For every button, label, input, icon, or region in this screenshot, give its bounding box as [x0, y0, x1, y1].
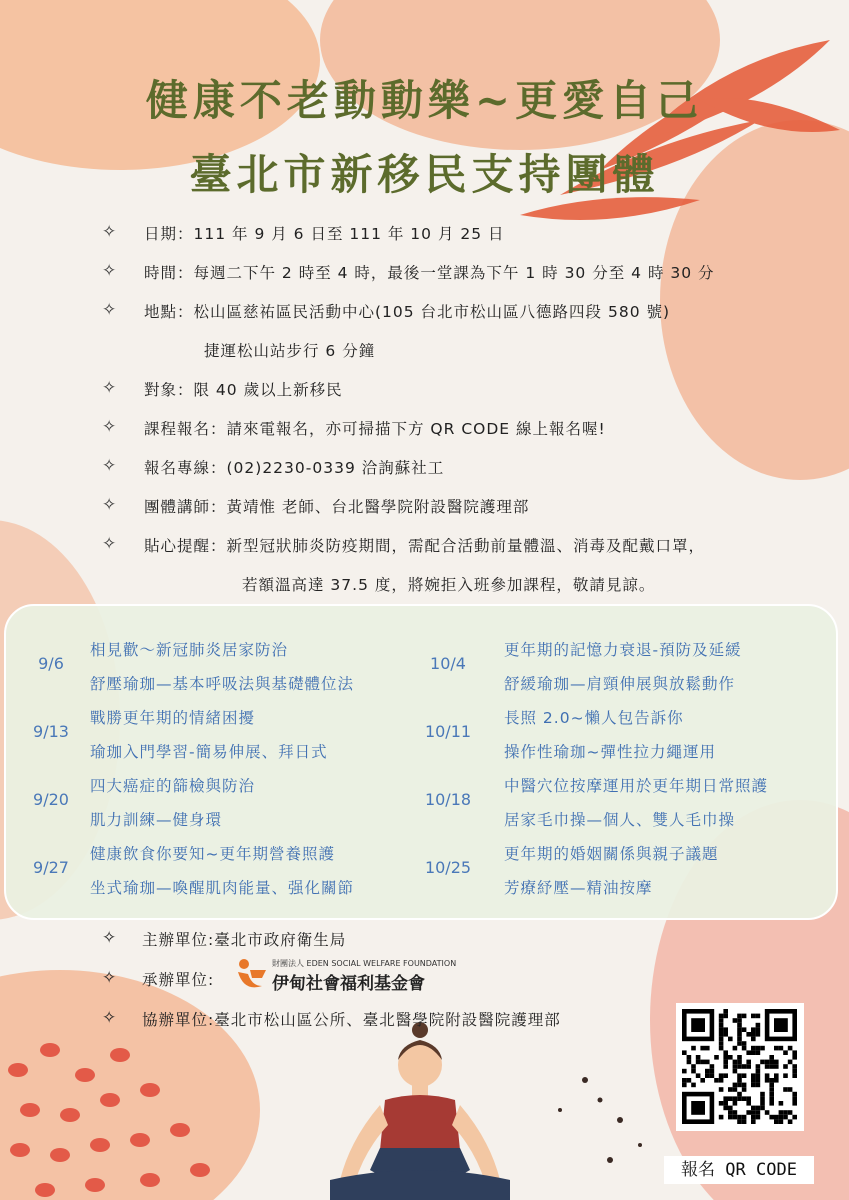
qr-module	[691, 1083, 696, 1088]
qr-module	[760, 1096, 765, 1101]
qr-module	[733, 1115, 738, 1120]
qr-module	[719, 1087, 724, 1092]
qr-module	[682, 1069, 687, 1074]
qr-module	[783, 1064, 788, 1069]
qr-module	[779, 1115, 784, 1120]
qr-code-label: 報名 QR CODE	[664, 1156, 814, 1184]
qr-module	[728, 1106, 733, 1111]
page-title: 健康不老動動樂~更愛自己	[145, 76, 704, 125]
schedule-activity: 居家毛巾操—個人、雙人毛巾操	[504, 811, 736, 829]
sparkle-icon: ✧	[102, 222, 118, 242]
qr-module	[756, 1014, 761, 1019]
qr-module	[719, 1041, 724, 1046]
schedule-activity: 芳療紓壓—精油按摩	[504, 879, 653, 897]
qr-module	[760, 1106, 765, 1111]
info-time-text: 時間：每週二下午 2 時至 4 時，最後一堂課為下午 1 時 30 分至 4 時 30 分	[144, 264, 715, 282]
qr-module	[774, 1060, 779, 1065]
qr-module	[723, 1073, 728, 1078]
qr-module	[705, 1046, 710, 1051]
qr-module	[756, 1064, 761, 1069]
qr-module	[746, 1064, 751, 1069]
qr-module	[774, 1115, 779, 1120]
qr-module	[737, 1014, 742, 1019]
schedule-topic: 更年期的記憶力衰退-預防及延緩	[504, 641, 742, 659]
qr-module	[751, 1119, 756, 1124]
qr-module	[792, 1050, 797, 1055]
qr-module	[746, 1110, 751, 1115]
qr-module	[737, 1096, 742, 1101]
qr-module	[696, 1073, 701, 1078]
qr-module	[742, 1119, 747, 1124]
qr-module	[769, 1083, 774, 1088]
qr-module	[705, 1060, 710, 1065]
qr-module	[788, 1119, 793, 1124]
qr-module	[792, 1115, 797, 1120]
qr-module	[737, 1092, 742, 1097]
qr-module	[723, 1032, 728, 1037]
qr-module	[751, 1073, 756, 1078]
qr-module	[691, 1069, 696, 1074]
qr-module	[742, 1087, 747, 1092]
host-text: 主辦單位:臺北市政府衛生局	[142, 931, 347, 949]
qr-module	[756, 1050, 761, 1055]
qr-module	[728, 1037, 733, 1042]
qr-module	[696, 1055, 701, 1060]
schedule-date: 10/18	[424, 790, 472, 809]
qr-module	[733, 1046, 738, 1051]
qr-module	[737, 1055, 742, 1060]
qr-finder	[691, 1018, 705, 1032]
qr-module	[719, 1037, 724, 1042]
qr-module	[792, 1096, 797, 1101]
qr-finder	[691, 1101, 705, 1115]
qr-module	[756, 1027, 761, 1032]
qr-module	[751, 1078, 756, 1083]
qr-module	[783, 1110, 788, 1115]
qr-module	[792, 1064, 797, 1069]
schedule-date: 10/25	[424, 858, 472, 877]
qr-module	[756, 1110, 761, 1115]
qr-module	[792, 1055, 797, 1060]
qr-module	[760, 1046, 765, 1051]
qr-module	[700, 1046, 705, 1051]
info-date	[102, 222, 802, 261]
qr-module	[751, 1083, 756, 1088]
qr-module	[769, 1115, 774, 1120]
qr-module	[737, 1018, 742, 1023]
qr-module	[723, 1050, 728, 1055]
schedule-date: 9/27	[33, 858, 69, 877]
qr-module	[774, 1119, 779, 1124]
schedule-topic: 戰勝更年期的情緒困擾	[90, 709, 256, 727]
qr-module	[746, 1032, 751, 1037]
qr-module	[723, 1014, 728, 1019]
qr-module	[687, 1078, 692, 1083]
qr-module	[756, 1106, 761, 1111]
qr-module	[742, 1073, 747, 1078]
meditation-figure	[330, 1022, 510, 1200]
info-place-note	[102, 339, 802, 378]
qr-module	[765, 1078, 770, 1083]
qr-module	[769, 1101, 774, 1106]
schedule-topic: 健康飲食你要知~更年期營養照護	[90, 845, 335, 863]
qr-module	[714, 1055, 719, 1060]
qr-module	[737, 1060, 742, 1065]
qr-module	[733, 1064, 738, 1069]
qr-module	[769, 1087, 774, 1092]
qr-module	[783, 1087, 788, 1092]
qr-finder	[774, 1018, 788, 1032]
qr-module	[751, 1106, 756, 1111]
info-target	[102, 378, 802, 417]
logo-chinese-text: 伊甸社會福利基金會	[272, 974, 425, 994]
qr-module	[737, 1023, 742, 1028]
qr-module	[756, 1069, 761, 1074]
qr-code-pattern	[676, 1003, 804, 1131]
info-place-note-text: 捷運松山站步行 6 分鐘	[204, 342, 376, 360]
qr-module	[742, 1041, 747, 1046]
qr-module	[788, 1046, 793, 1051]
schedule-date: 10/11	[424, 722, 472, 741]
qr-module	[751, 1115, 756, 1120]
qr-module	[751, 1046, 756, 1051]
qr-module	[765, 1073, 770, 1078]
qr-module	[682, 1078, 687, 1083]
qr-module	[733, 1110, 738, 1115]
qr-module	[737, 1032, 742, 1037]
qr-module	[700, 1078, 705, 1083]
qr-module	[723, 1106, 728, 1111]
qr-module	[687, 1055, 692, 1060]
info-list	[102, 222, 802, 612]
info-target-text: 對象：限 40 歲以上新移民	[144, 381, 343, 399]
qr-module	[719, 1018, 724, 1023]
qr-module	[756, 1023, 761, 1028]
qr-module	[756, 1078, 761, 1083]
qr-module	[779, 1046, 784, 1051]
qr-module	[756, 1073, 761, 1078]
qr-module	[733, 1096, 738, 1101]
qr-module	[765, 1110, 770, 1115]
qr-module	[756, 1115, 761, 1120]
qr-module	[687, 1060, 692, 1065]
qr-module	[723, 1055, 728, 1060]
qr-module	[696, 1060, 701, 1065]
qr-module	[783, 1050, 788, 1055]
qr-module	[719, 1027, 724, 1032]
qr-module	[737, 1027, 742, 1032]
info-lecturer	[102, 495, 802, 534]
qr-module	[737, 1119, 742, 1124]
qr-module	[788, 1087, 793, 1092]
qr-module	[733, 1083, 738, 1088]
qr-module	[737, 1041, 742, 1046]
qr-module	[792, 1069, 797, 1074]
sparkle-icon: ✧	[102, 417, 118, 437]
qr-module	[742, 1014, 747, 1019]
qr-module	[774, 1046, 779, 1051]
qr-module	[728, 1055, 733, 1060]
qr-module	[691, 1064, 696, 1069]
sparkle-icon: ✧	[102, 378, 118, 398]
qr-module	[792, 1073, 797, 1078]
qr-module	[723, 1096, 728, 1101]
qr-module	[710, 1073, 715, 1078]
qr-module	[742, 1083, 747, 1088]
qr-module	[719, 1023, 724, 1028]
qr-module	[788, 1060, 793, 1065]
qr-module	[779, 1101, 784, 1106]
qr-module	[742, 1064, 747, 1069]
schedule-activity: 舒壓瑜珈—基本呼吸法與基礎體位法	[90, 675, 355, 693]
qr-module	[719, 1014, 724, 1019]
qr-module	[733, 1018, 738, 1023]
qr-module	[742, 1046, 747, 1051]
info-place	[102, 300, 802, 339]
schedule-topic: 更年期的婚姻關係與親子議題	[504, 845, 719, 863]
qr-module	[769, 1078, 774, 1083]
schedule-topic: 相見歡～新冠肺炎居家防治	[90, 641, 289, 659]
qr-module	[733, 1087, 738, 1092]
schedule-topic: 中醫穴位按摩運用於更年期日常照護	[504, 777, 769, 795]
qr-module	[792, 1101, 797, 1106]
logo-english-text: 財團法人 EDEN SOCIAL WELFARE FOUNDATION	[272, 959, 457, 968]
qr-module	[769, 1064, 774, 1069]
qr-module	[774, 1064, 779, 1069]
qr-module	[760, 1101, 765, 1106]
qr-module	[788, 1110, 793, 1115]
schedule-topic: 長照 2.0~懶人包告訴你	[504, 709, 684, 727]
schedule-activity: 舒緩瑜珈—肩頸伸展與放鬆動作	[504, 675, 736, 693]
qr-module	[723, 1101, 728, 1106]
schedule-date: 9/20	[33, 790, 69, 809]
info-signup	[102, 417, 802, 456]
qr-module	[751, 1037, 756, 1042]
co-organizer-row	[102, 1008, 722, 1048]
qr-module	[705, 1073, 710, 1078]
qr-module	[751, 1027, 756, 1032]
qr-module	[733, 1101, 738, 1106]
qr-module	[728, 1087, 733, 1092]
qr-module	[691, 1046, 696, 1051]
info-lecturer-text: 團體講師：黃靖惟 老師、台北醫學院附設醫院護理部	[144, 498, 530, 516]
qr-module	[723, 1064, 728, 1069]
qr-module	[774, 1073, 779, 1078]
qr-module	[737, 1064, 742, 1069]
qr-module	[746, 1060, 751, 1065]
schedule-date: 10/4	[430, 654, 466, 673]
organizer-text: 承辦單位:	[142, 971, 215, 989]
qr-module	[756, 1083, 761, 1088]
qr-module	[765, 1060, 770, 1065]
eden-foundation-logo	[232, 956, 457, 994]
sparkle-icon: ✧	[102, 456, 118, 476]
qr-module	[765, 1064, 770, 1069]
qr-module	[774, 1078, 779, 1083]
qr-module	[746, 1050, 751, 1055]
qr-module	[737, 1083, 742, 1088]
sparkle-icon: ✧	[102, 968, 118, 988]
info-hotline	[102, 456, 802, 495]
qr-module	[728, 1115, 733, 1120]
qr-module	[746, 1101, 751, 1106]
qr-module	[742, 1115, 747, 1120]
schedule-date: 9/6	[38, 654, 64, 673]
qr-module	[783, 1073, 788, 1078]
sparkle-icon: ✧	[102, 261, 118, 281]
qr-module	[742, 1096, 747, 1101]
qr-module	[733, 1060, 738, 1065]
qr-module	[700, 1060, 705, 1065]
co-organizer-text: 協辦單位:臺北市松山區公所、臺北醫學院附設醫院護理部	[142, 1011, 561, 1029]
qr-module	[779, 1119, 784, 1124]
schedule-activity: 操作性瑜珈~彈性拉力繩運用	[504, 743, 716, 761]
qr-module	[751, 1014, 756, 1019]
qr-module	[737, 1078, 742, 1083]
qr-module	[733, 1069, 738, 1074]
qr-module	[719, 1073, 724, 1078]
sparkle-icon: ✧	[102, 534, 118, 554]
qr-module	[769, 1092, 774, 1097]
qr-module	[728, 1110, 733, 1115]
schedule-date: 9/13	[33, 722, 69, 741]
qr-module	[751, 1050, 756, 1055]
qr-module	[719, 1046, 724, 1051]
qr-module	[719, 1101, 724, 1106]
qr-module	[760, 1092, 765, 1097]
qr-module	[760, 1060, 765, 1065]
sparkle-icon: ✧	[102, 495, 118, 515]
schedule-activity: 坐式瑜珈—喚醒肌肉能量、强化關節	[90, 879, 355, 897]
qr-module	[751, 1110, 756, 1115]
qr-module	[719, 1032, 724, 1037]
info-date-text: 日期：111 年 9 月 6 日至 111 年 10 月 25 日	[144, 225, 505, 243]
sparkle-icon: ✧	[102, 300, 118, 320]
info-place-text: 地點：松山區慈祐區民活動中心(105 台北市松山區八德路四段 580 號)	[144, 303, 671, 321]
qr-module	[719, 1115, 724, 1120]
info-time	[102, 261, 802, 300]
dark-dots	[558, 1077, 642, 1163]
info-signup-text: 課程報名：請來電報名，亦可掃描下方 QR CODE 線上報名喔!	[144, 420, 606, 438]
qr-module	[769, 1055, 774, 1060]
qr-module	[769, 1060, 774, 1065]
qr-module	[682, 1050, 687, 1055]
qr-module	[751, 1032, 756, 1037]
qr-module	[719, 1078, 724, 1083]
qr-module	[756, 1046, 761, 1051]
qr-module	[779, 1110, 784, 1115]
qr-module	[737, 1115, 742, 1120]
qr-module	[723, 1009, 728, 1014]
qr-code[interactable]	[676, 1003, 804, 1131]
info-reminder	[102, 534, 802, 573]
qr-module	[710, 1069, 715, 1074]
info-reminder2-text: 若額溫高達 37.5 度，將婉拒入班參加課程，敬請見諒。	[242, 576, 656, 594]
info-reminder-text: 貼心提醒：新型冠狀肺炎防疫期間，需配合活動前量體溫、消毒及配戴口罩，	[144, 537, 706, 555]
qr-module	[728, 1096, 733, 1101]
info-hotline-text: 報名專線：(02)2230-0339 洽詢蘇社工	[144, 459, 445, 477]
schedule-activity: 瑜珈入門學習-簡易伸展、拜日式	[90, 743, 328, 761]
page-subtitle: 臺北市新移民支持團體	[189, 150, 660, 199]
qr-module	[746, 1096, 751, 1101]
schedule-topic: 四大癌症的篩檢與防治	[90, 777, 256, 795]
qr-module	[705, 1069, 710, 1074]
qr-module	[742, 1027, 747, 1032]
qr-module	[682, 1083, 687, 1088]
eden-logo-icon	[232, 956, 272, 992]
schedule-activity: 肌力訓練—健身環	[90, 811, 223, 829]
qr-module	[714, 1078, 719, 1083]
schedule-box	[4, 604, 838, 920]
qr-module	[783, 1115, 788, 1120]
sparkle-icon: ✧	[102, 928, 118, 948]
qr-module	[723, 1027, 728, 1032]
qr-module	[737, 1073, 742, 1078]
sparkle-icon: ✧	[102, 1008, 118, 1028]
qr-module	[756, 1032, 761, 1037]
qr-module	[769, 1096, 774, 1101]
qr-module	[737, 1037, 742, 1042]
qr-module	[710, 1064, 715, 1069]
qr-module	[723, 1060, 728, 1065]
qr-module	[792, 1092, 797, 1097]
